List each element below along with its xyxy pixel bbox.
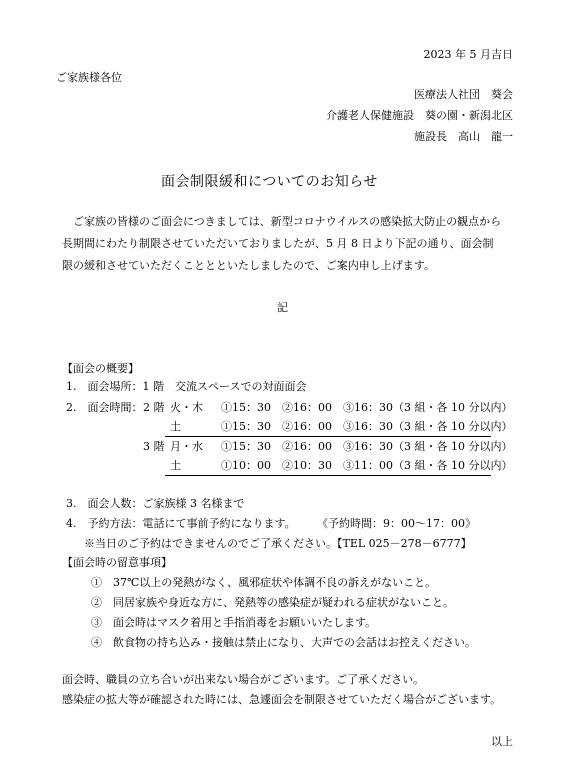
schedule-slots: ①15：30 ②16：00 ③16：30（3 組・各 10 分以内） — [221, 401, 513, 414]
footer-note-2: 感染症の拡大等が確認された時には、急遽面会を制限させていただく場合がございます。 — [62, 693, 502, 706]
overview-item-time-label: 2. 面会時間： — [66, 401, 143, 414]
addressee: ご家族様各位 — [56, 71, 122, 84]
schedule-divider — [165, 475, 491, 476]
schedule-slots: ①10：00 ②10：30 ③11：00（3 組・各 10 分以内） — [221, 459, 513, 472]
schedule-days: 土 — [170, 459, 181, 472]
schedule-days: 月・水 — [170, 440, 203, 453]
overview-item-people: 3. 面会人数：ご家族様 3 名様まで — [66, 497, 245, 510]
footer-note-1: 面会時、職員の立ち合いが出来ない場合がございます。ご了承ください。 — [62, 673, 425, 686]
precaution-item: ② 同居家族や身近な方に、発熱等の感染症が疑われる症状がないこと。 — [91, 596, 454, 609]
closing-mark: 以上 — [491, 735, 513, 748]
org-name: 医療法人社団 葵会 — [414, 88, 513, 101]
schedule-slots: ①15：30 ②16：00 ③16：30（3 組・各 10 分以内） — [221, 420, 513, 433]
precaution-item: ④ 飲食物の持ち込み・接触は禁止になり、大声での会話はお控えください。 — [91, 636, 476, 649]
schedule-floor: 2 階 — [143, 401, 165, 414]
intro-paragraph: ご家族の皆様のご面会につきましては、新型コロナウイルスの感染拡大防止の観点から長期間にわたり制限させていただいておりましたが、5 月 8 日より下記の通り、面会制限の緩和させていただくこととといたしましたので、ご案内申し上げます。 — [62, 215, 502, 272]
schedule-days: 火・木 — [170, 401, 203, 414]
schedule-slots: ①15：30 ②16：00 ③16：30（3 組・各 10 分以内） — [221, 440, 513, 453]
reservation-hours: 《予約時間：9：00～17：00》 — [317, 517, 476, 530]
precautions-heading: 【面会時の留意事項】 — [62, 556, 172, 569]
schedule-days: 土 — [170, 420, 181, 433]
overview-item-place: 1. 面会場所：1 階 交流スペースでの対面面会 — [66, 380, 307, 393]
precaution-item: ③ 面会時はマスク着用と手指消毒をお願いいたします。 — [91, 616, 377, 629]
date: 2023 年 5 月吉日 — [423, 48, 513, 61]
schedule-row — [0, 459, 563, 473]
facility-name: 介護老人保健施設 葵の園・新潟北区 — [326, 109, 513, 122]
precaution-item: ① 37℃以上の発熱がなく、風邪症状や体調不良の訴えがないこと。 — [91, 576, 437, 589]
schedule-row — [0, 401, 563, 415]
page-title: 面会制限緩和についてのお知らせ — [161, 174, 378, 190]
ki-label: 記 — [277, 301, 288, 314]
schedule-divider — [165, 436, 491, 437]
overview-heading: 【面会の概要】 — [62, 362, 139, 375]
reservation-note: ※当日のご予約はできませんのでご了承ください。【TEL 025－278－6777】 — [84, 537, 472, 550]
overview-item-reservation: 4. 予約方法：電話にて事前予約になります。 — [66, 517, 296, 530]
schedule-row — [0, 440, 563, 454]
schedule-floor: 3 階 — [143, 440, 165, 453]
schedule-row — [0, 420, 563, 434]
director-name: 施設長 高山 龍一 — [414, 130, 513, 143]
